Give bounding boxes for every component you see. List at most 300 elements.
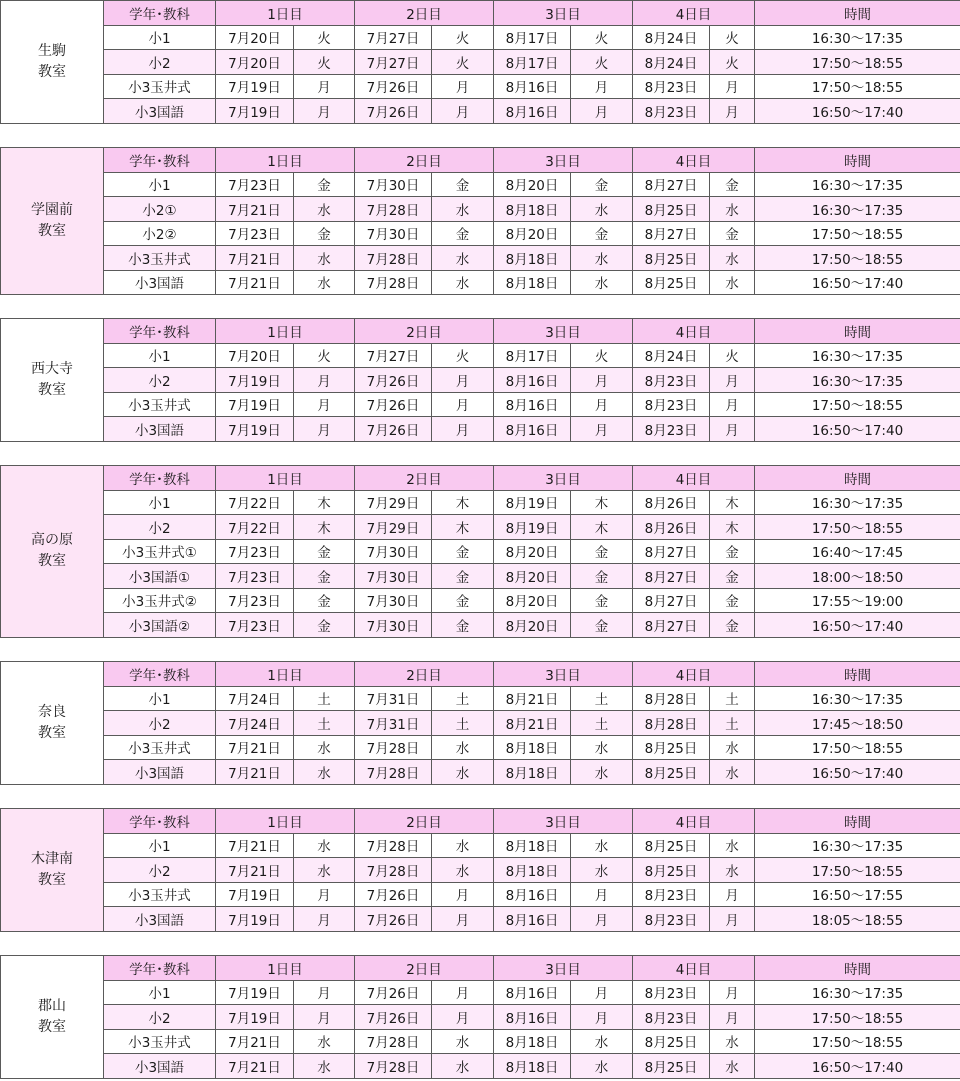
weekday-cell-day1: 金 [294,221,355,246]
table-row [1,564,960,589]
date-cell-day3: 8月20日 [494,564,571,589]
weekday-cell-day3: 水 [571,735,633,760]
date-cell-day3: 8月18日 [494,735,571,760]
header-day4: 4日目 [633,1,755,26]
weekday-cell-day3: 金 [571,588,633,613]
grade-subject-cell: 小2 [104,515,216,540]
weekday-cell-day3: 金 [571,221,633,246]
date-cell-day2: 7月27日 [355,50,432,75]
schedule-table [0,661,960,785]
weekday-cell-day2: 水 [432,760,494,785]
weekday-cell-day1: 火 [294,343,355,368]
header-day4: 4日目 [633,809,755,834]
date-cell-day2: 7月29日 [355,490,432,515]
header-day2: 2日目 [355,466,494,491]
weekday-cell-day4: 月 [710,368,755,393]
date-cell-day4: 8月25日 [633,246,710,271]
time-cell: 16:30～17:35 [755,197,960,222]
weekday-cell-day2: 月 [432,882,494,907]
header-day1: 1日目 [216,1,355,26]
grade-subject-cell: 小3国語 [104,760,216,785]
classroom-name-line1: 学園前 [31,202,73,218]
grade-subject-cell: 小2 [104,858,216,883]
weekday-cell-day1: 木 [294,490,355,515]
grade-subject-cell: 小3国語 [104,99,216,124]
weekday-cell-day3: 月 [571,99,633,124]
header-row [1,809,960,834]
header-day3: 3日目 [494,662,633,687]
date-cell-day4: 8月24日 [633,25,710,50]
date-cell-day1: 7月21日 [216,735,294,760]
weekday-cell-day4: 水 [710,833,755,858]
date-cell-day3: 8月16日 [494,882,571,907]
date-cell-day1: 7月21日 [216,197,294,222]
weekday-cell-day3: 木 [571,490,633,515]
weekday-cell-day2: 月 [432,907,494,932]
table-row [1,907,960,932]
time-cell: 16:30～17:35 [755,686,960,711]
classroom-name-line2: 教室 [38,724,66,741]
date-cell-day3: 8月16日 [494,368,571,393]
classroom-name [1,148,104,295]
date-cell-day1: 7月23日 [216,564,294,589]
date-cell-day1: 7月19日 [216,99,294,124]
time-cell: 16:50～17:40 [755,99,960,124]
date-cell-day1: 7月19日 [216,1005,294,1030]
date-cell-day2: 7月26日 [355,907,432,932]
weekday-cell-day4: 金 [710,172,755,197]
weekday-cell-day1: 水 [294,735,355,760]
weekday-cell-day3: 火 [571,25,633,50]
header-day3: 3日目 [494,148,633,173]
weekday-cell-day2: 金 [432,613,494,638]
time-cell: 16:40～17:45 [755,539,960,564]
weekday-cell-day3: 水 [571,858,633,883]
weekday-cell-day4: 土 [710,711,755,736]
weekday-cell-day2: 水 [432,270,494,295]
date-cell-day4: 8月25日 [633,197,710,222]
table-row [1,588,960,613]
table-row [1,74,960,99]
classroom-name-line2: 教室 [38,1018,66,1035]
date-cell-day2: 7月28日 [355,246,432,271]
header-row [1,662,960,687]
time-cell: 17:50～18:55 [755,515,960,540]
weekday-cell-day4: 火 [710,25,755,50]
date-cell-day3: 8月18日 [494,197,571,222]
weekday-cell-day4: 土 [710,686,755,711]
weekday-cell-day3: 月 [571,882,633,907]
date-cell-day1: 7月23日 [216,588,294,613]
time-cell: 16:30～17:35 [755,368,960,393]
table-row [1,417,960,442]
grade-subject-cell: 小1 [104,490,216,515]
table-row [1,99,960,124]
time-cell: 18:05～18:55 [755,907,960,932]
date-cell-day2: 7月30日 [355,221,432,246]
weekday-cell-day4: 水 [710,760,755,785]
weekday-cell-day3: 金 [571,172,633,197]
date-cell-day1: 7月24日 [216,686,294,711]
date-cell-day3: 8月16日 [494,417,571,442]
weekday-cell-day1: 月 [294,392,355,417]
time-cell: 18:00～18:50 [755,564,960,589]
date-cell-day2: 7月30日 [355,539,432,564]
header-day3: 3日目 [494,319,633,344]
date-cell-day4: 8月25日 [633,760,710,785]
date-cell-day4: 8月23日 [633,99,710,124]
date-cell-day3: 8月20日 [494,221,571,246]
time-cell: 17:50～18:55 [755,246,960,271]
weekday-cell-day3: 月 [571,74,633,99]
table-row [1,735,960,760]
header-day2: 2日目 [355,148,494,173]
weekday-cell-day1: 水 [294,858,355,883]
time-cell: 17:50～18:55 [755,1005,960,1030]
weekday-cell-day2: 金 [432,588,494,613]
date-cell-day2: 7月26日 [355,392,432,417]
table-row [1,833,960,858]
date-cell-day3: 8月18日 [494,833,571,858]
date-cell-day1: 7月19日 [216,368,294,393]
date-cell-day4: 8月24日 [633,343,710,368]
weekday-cell-day4: 火 [710,343,755,368]
weekday-cell-day3: 月 [571,392,633,417]
header-day4: 4日目 [633,466,755,491]
schedule-table [0,318,960,442]
time-cell: 16:50～17:55 [755,882,960,907]
weekday-cell-day1: 水 [294,246,355,271]
weekday-cell-day4: 木 [710,515,755,540]
date-cell-day2: 7月30日 [355,172,432,197]
date-cell-day1: 7月20日 [216,50,294,75]
grade-subject-cell: 小3玉井式① [104,539,216,564]
schedule-table [0,955,960,1079]
header-day4: 4日目 [633,319,755,344]
date-cell-day1: 7月22日 [216,515,294,540]
grade-subject-cell: 小3玉井式 [104,392,216,417]
weekday-cell-day4: 月 [710,907,755,932]
grade-subject-cell: 小3玉井式 [104,1029,216,1054]
time-cell: 16:50～17:40 [755,613,960,638]
weekday-cell-day2: 金 [432,172,494,197]
weekday-cell-day2: 金 [432,539,494,564]
weekday-cell-day2: 水 [432,197,494,222]
time-cell: 16:30～17:35 [755,343,960,368]
header-day1: 1日目 [216,466,355,491]
weekday-cell-day2: 土 [432,711,494,736]
date-cell-day4: 8月23日 [633,980,710,1005]
date-cell-day1: 7月19日 [216,882,294,907]
header-day2: 2日目 [355,662,494,687]
grade-subject-cell: 小2 [104,1005,216,1030]
weekday-cell-day2: 月 [432,99,494,124]
date-cell-day2: 7月26日 [355,417,432,442]
date-cell-day3: 8月18日 [494,858,571,883]
header-time: 時間 [755,148,960,173]
time-cell: 17:50～18:55 [755,735,960,760]
weekday-cell-day1: 金 [294,588,355,613]
classroom-name-line2: 教室 [38,63,66,80]
date-cell-day2: 7月26日 [355,980,432,1005]
time-cell: 17:50～18:55 [755,50,960,75]
date-cell-day1: 7月20日 [216,343,294,368]
header-grade-subject: 学年･教科 [104,662,216,687]
weekday-cell-day2: 金 [432,564,494,589]
time-cell: 17:50～18:55 [755,74,960,99]
date-cell-day1: 7月21日 [216,760,294,785]
weekday-cell-day2: 月 [432,392,494,417]
date-cell-day2: 7月28日 [355,760,432,785]
date-cell-day4: 8月25日 [633,833,710,858]
grade-subject-cell: 小1 [104,980,216,1005]
date-cell-day2: 7月26日 [355,99,432,124]
date-cell-day3: 8月18日 [494,270,571,295]
weekday-cell-day4: 月 [710,882,755,907]
schedule-table [0,465,960,638]
table-row [1,980,960,1005]
weekday-cell-day3: 月 [571,1005,633,1030]
date-cell-day2: 7月26日 [355,1005,432,1030]
date-cell-day3: 8月20日 [494,613,571,638]
classroom-name-line1: 郡山 [38,997,66,1014]
table-row [1,50,960,75]
weekday-cell-day2: 水 [432,735,494,760]
grade-subject-cell: 小3国語 [104,1054,216,1079]
weekday-cell-day4: 金 [710,539,755,564]
weekday-cell-day3: 月 [571,417,633,442]
table-row [1,1029,960,1054]
date-cell-day1: 7月21日 [216,858,294,883]
weekday-cell-day3: 月 [571,907,633,932]
date-cell-day3: 8月16日 [494,1005,571,1030]
date-cell-day3: 8月18日 [494,1029,571,1054]
header-grade-subject: 学年･教科 [104,319,216,344]
weekday-cell-day1: 水 [294,1054,355,1079]
table-row [1,368,960,393]
grade-subject-cell: 小3国語 [104,417,216,442]
date-cell-day4: 8月23日 [633,882,710,907]
date-cell-day1: 7月23日 [216,613,294,638]
date-cell-day4: 8月25日 [633,1029,710,1054]
classroom-name-line2: 教室 [38,381,66,398]
classroom-name [1,1,104,124]
date-cell-day2: 7月31日 [355,686,432,711]
header-row [1,466,960,491]
time-cell: 17:50～18:55 [755,221,960,246]
schedule-table [0,808,960,932]
time-cell: 17:50～18:55 [755,1029,960,1054]
date-cell-day1: 7月19日 [216,74,294,99]
weekday-cell-day2: 月 [432,368,494,393]
date-cell-day2: 7月28日 [355,1054,432,1079]
header-day2: 2日目 [355,956,494,981]
date-cell-day4: 8月23日 [633,74,710,99]
classroom-name-line1: 奈良 [38,703,66,720]
weekday-cell-day4: 月 [710,74,755,99]
table-row [1,686,960,711]
weekday-cell-day2: 木 [432,515,494,540]
date-cell-day2: 7月26日 [355,882,432,907]
time-cell: 16:50～17:40 [755,760,960,785]
time-cell: 17:45～18:50 [755,711,960,736]
table-row [1,858,960,883]
date-cell-day4: 8月28日 [633,711,710,736]
date-cell-day4: 8月26日 [633,515,710,540]
weekday-cell-day4: 水 [710,270,755,295]
date-cell-day2: 7月28日 [355,1029,432,1054]
header-day4: 4日目 [633,956,755,981]
header-day1: 1日目 [216,956,355,981]
date-cell-day3: 8月16日 [494,99,571,124]
weekday-cell-day3: 月 [571,368,633,393]
header-row [1,1,960,26]
date-cell-day4: 8月24日 [633,50,710,75]
weekday-cell-day3: 水 [571,760,633,785]
header-time: 時間 [755,466,960,491]
date-cell-day4: 8月26日 [633,490,710,515]
grade-subject-cell: 小3国語② [104,613,216,638]
grade-subject-cell: 小3玉井式 [104,74,216,99]
date-cell-day4: 8月25日 [633,735,710,760]
date-cell-day1: 7月20日 [216,25,294,50]
table-row [1,246,960,271]
date-cell-day2: 7月30日 [355,613,432,638]
classroom-name-line1: 高の原 [31,532,73,549]
header-grade-subject: 学年･教科 [104,148,216,173]
table-row [1,515,960,540]
date-cell-day3: 8月20日 [494,539,571,564]
date-cell-day2: 7月29日 [355,515,432,540]
weekday-cell-day3: 水 [571,1054,633,1079]
time-cell: 16:30～17:35 [755,490,960,515]
date-cell-day2: 7月30日 [355,564,432,589]
header-day3: 3日目 [494,809,633,834]
weekday-cell-day2: 月 [432,74,494,99]
date-cell-day1: 7月19日 [216,392,294,417]
date-cell-day3: 8月18日 [494,1054,571,1079]
time-cell: 16:30～17:35 [755,980,960,1005]
date-cell-day2: 7月27日 [355,25,432,50]
weekday-cell-day1: 月 [294,99,355,124]
weekday-cell-day3: 金 [571,539,633,564]
weekday-cell-day3: 水 [571,197,633,222]
weekday-cell-day1: 金 [294,564,355,589]
weekday-cell-day3: 金 [571,564,633,589]
table-row [1,490,960,515]
weekday-cell-day4: 火 [710,50,755,75]
date-cell-day3: 8月19日 [494,490,571,515]
weekday-cell-day2: 金 [432,221,494,246]
table-row [1,25,960,50]
date-cell-day1: 7月19日 [216,907,294,932]
weekday-cell-day1: 水 [294,760,355,785]
classroom-name [1,662,104,785]
date-cell-day2: 7月28日 [355,270,432,295]
header-row [1,319,960,344]
date-cell-day3: 8月16日 [494,907,571,932]
grade-subject-cell: 小2② [104,221,216,246]
weekday-cell-day3: 火 [571,343,633,368]
date-cell-day2: 7月31日 [355,711,432,736]
grade-subject-cell: 小1 [104,343,216,368]
date-cell-day1: 7月23日 [216,221,294,246]
weekday-cell-day1: 月 [294,907,355,932]
date-cell-day1: 7月22日 [216,490,294,515]
header-row [1,148,960,173]
classroom-name-line1: 生駒 [38,42,66,59]
date-cell-day1: 7月21日 [216,246,294,271]
date-cell-day2: 7月26日 [355,368,432,393]
weekday-cell-day4: 月 [710,1005,755,1030]
classroom-name [1,466,104,638]
weekday-cell-day4: 月 [710,980,755,1005]
date-cell-day4: 8月27日 [633,172,710,197]
date-cell-day3: 8月20日 [494,172,571,197]
date-cell-day1: 7月19日 [216,980,294,1005]
time-cell: 16:50～17:40 [755,1054,960,1079]
grade-subject-cell: 小2 [104,711,216,736]
date-cell-day4: 8月27日 [633,564,710,589]
header-day1: 1日目 [216,148,355,173]
date-cell-day4: 8月23日 [633,907,710,932]
weekday-cell-day1: 火 [294,50,355,75]
weekday-cell-day1: 月 [294,1005,355,1030]
weekday-cell-day2: 火 [432,343,494,368]
weekday-cell-day4: 水 [710,1054,755,1079]
weekday-cell-day1: 金 [294,539,355,564]
date-cell-day1: 7月21日 [216,270,294,295]
date-cell-day4: 8月25日 [633,270,710,295]
weekday-cell-day1: 水 [294,833,355,858]
table-row [1,539,960,564]
weekday-cell-day1: 水 [294,270,355,295]
classroom-name-line2: 教室 [38,223,66,239]
weekday-cell-day1: 月 [294,417,355,442]
date-cell-day3: 8月21日 [494,686,571,711]
table-row [1,1005,960,1030]
date-cell-day4: 8月27日 [633,588,710,613]
table-row [1,760,960,785]
weekday-cell-day3: 火 [571,50,633,75]
grade-subject-cell: 小1 [104,25,216,50]
header-time: 時間 [755,319,960,344]
date-cell-day3: 8月18日 [494,246,571,271]
schedule-table [0,147,960,295]
header-grade-subject: 学年･教科 [104,956,216,981]
date-cell-day2: 7月28日 [355,197,432,222]
header-day2: 2日目 [355,1,494,26]
date-cell-day4: 8月23日 [633,1005,710,1030]
time-cell: 16:50～17:40 [755,270,960,295]
date-cell-day3: 8月16日 [494,980,571,1005]
grade-subject-cell: 小2 [104,368,216,393]
date-cell-day3: 8月20日 [494,588,571,613]
date-cell-day2: 7月27日 [355,343,432,368]
header-time: 時間 [755,956,960,981]
header-time: 時間 [755,1,960,26]
weekday-cell-day2: 月 [432,417,494,442]
classroom-name [1,956,104,1079]
weekday-cell-day4: 金 [710,221,755,246]
grade-subject-cell: 小3玉井式② [104,588,216,613]
weekday-cell-day1: 土 [294,711,355,736]
classroom-name [1,809,104,932]
time-cell: 16:30～17:35 [755,172,960,197]
weekday-cell-day1: 金 [294,613,355,638]
date-cell-day3: 8月17日 [494,25,571,50]
header-time: 時間 [755,809,960,834]
